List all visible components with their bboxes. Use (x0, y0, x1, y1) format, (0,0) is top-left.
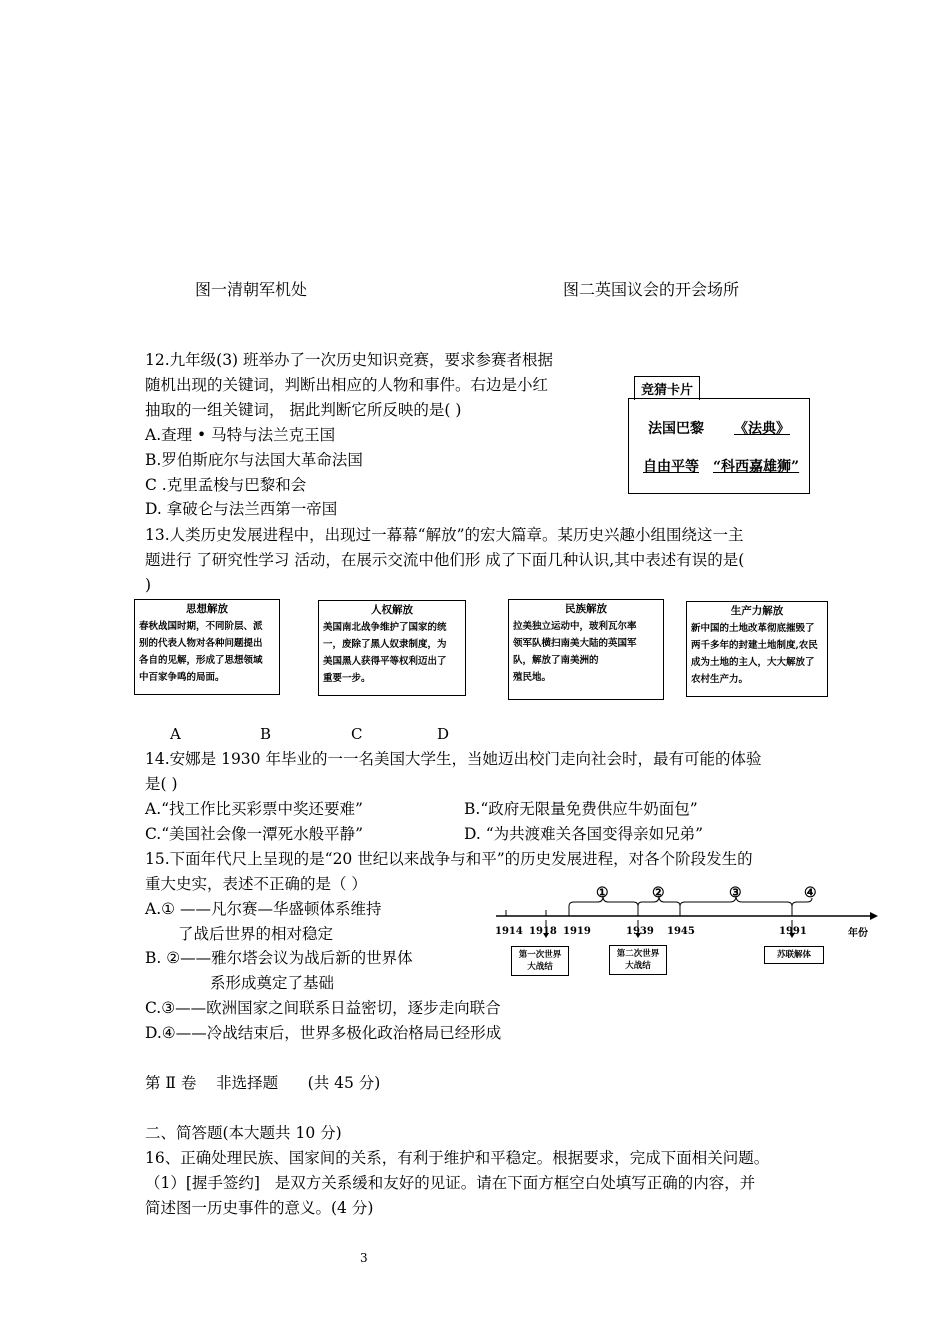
box-title: 生产力解放 (730, 605, 784, 617)
liberation-box-b (318, 600, 466, 696)
q14-option-c: C.“美国社会像一潭死水般平静” (145, 825, 364, 843)
period-label-2: ② (652, 885, 665, 901)
liberation-box-c (508, 599, 664, 700)
q16-line: （1）[握手签约] 是双方关系缓和友好的见证。请在下面方框空白处填写正确的内容，并 (145, 1174, 756, 1192)
q14-line: 14.安娜是 1930 年毕业的一一名美国大学生，当她迈出校门走向社会时，最有可能的体验 (145, 750, 762, 768)
box-line: 成为土地的主人，大大解放了 (691, 657, 815, 668)
card-keyword: “科西嘉雄狮” (713, 459, 800, 475)
box-line: 一，废除了黑人奴隶制度，为 (323, 639, 447, 650)
box-title: 人权解放 (371, 604, 413, 616)
q16-line: 16、正确处理民族、国家间的关系，有利于维护和平稳定。根据要求，完成下面相关问题。 (145, 1149, 770, 1167)
card-keyword: 法国巴黎 (648, 421, 704, 437)
q13-line: 题进行 了研究性学习 活动，在展示交流中他们形 成了下面几种认识,其中表述有误的是( (145, 551, 745, 569)
q12-option-a: A.查理 • 马特与法兰克王国 (145, 426, 336, 444)
year-1939: 1939 (626, 926, 654, 937)
q13-line: ) (145, 576, 152, 594)
box-line: 队，解放了南美洲的 (513, 655, 599, 666)
event-ww2-end: 第二次世界大战结 (609, 945, 667, 975)
year-1919: 1919 (563, 926, 591, 937)
q13-option-c: C (351, 725, 363, 743)
box-title: 思想解放 (186, 603, 228, 615)
period-label-3: ③ (729, 885, 742, 901)
q13-option-b: B (260, 725, 272, 743)
q14-line: 是( ) (145, 775, 178, 793)
box-line: 美国南北战争维护了国家的统 (323, 622, 447, 633)
axis-unit-label: 年份 (848, 928, 868, 939)
liberation-box-d (686, 601, 828, 697)
q15-option-b-cont: 系形成奠定了基础 (210, 974, 335, 992)
part-2-heading: 第 Ⅱ 卷 非选择题 (共 45 分) (145, 1074, 381, 1092)
card-keyword: 《法典》 (734, 421, 790, 437)
q14-option-d: D. “为共渡难关各国变得亲如兄弟” (464, 825, 704, 843)
q12-line: 抽取的一组关键词， 据此判断它所反映的是( ) (145, 401, 462, 419)
q15-option-a: A.① ——凡尔赛—华盛顿体系维持 (145, 900, 382, 918)
figure-2-caption: 图二英国议会的开会场所 (563, 280, 740, 299)
q13-option-d: D (437, 725, 450, 743)
box-line: 中百家争鸣的局面。 (139, 672, 225, 683)
q14-option-b: B.“政府无限量免费供应牛奶面包” (464, 800, 698, 818)
period-label-4: ④ (804, 885, 817, 901)
year-1914: 1914 (495, 926, 523, 937)
card-keyword: 自由平等 (643, 459, 699, 475)
q16-line: 简述图一历史事件的意义。(4 分) (145, 1199, 374, 1217)
q15-option-a-cont: 了战后世界的相对稳定 (178, 925, 334, 943)
q15-option-d: D.④——冷战结束后，世界多极化政治格局已经形成 (145, 1024, 502, 1042)
q12-option-b: B.罗伯斯庇尔与法国大革命法国 (145, 451, 363, 469)
q12-option-d: D. 拿破仑与法兰西第一帝国 (145, 500, 338, 518)
event-ussr-dissolution: 苏联解体 (764, 946, 824, 964)
box-line: 重要一步。 (323, 673, 371, 684)
q15-line: 重大史实，表述不正确的是（ ） (145, 875, 367, 893)
q12-line: 12.九年级(3) 班举办了一次历史知识竞赛，要求参赛者根据 (145, 351, 554, 369)
figure-1-caption: 图一清朝军机处 (195, 280, 308, 299)
page-number: 3 (360, 1251, 368, 1265)
timeline-arrowhead (870, 912, 878, 920)
box-line: 农村生产力。 (691, 674, 749, 685)
event-ww1-end: 第一次世界大战结 (511, 946, 569, 976)
box-line: 各自的见解，形成了思想领域 (139, 655, 263, 666)
year-1991: 1991 (779, 926, 807, 937)
q12-line: 随机出现的关键词，判断出相应的人物和事件。右边是小红 (145, 376, 549, 394)
period-label-1: ① (596, 885, 609, 901)
year-1918: 1918 (529, 926, 557, 937)
q15-option-c: C.③——欧洲国家之间联系日益密切，逐步走向联合 (145, 999, 501, 1017)
section-heading: 二、简答题(本大题共 10 分) (145, 1124, 342, 1142)
q14-option-a: A.“找工作比买彩票中奖还要难” (145, 800, 363, 818)
guess-card-body (628, 398, 810, 494)
q13-line: 13.人类历史发展进程中，出现过一幕幕“解放”的宏大篇章。某历史兴趣小组围绕这一主 (145, 526, 744, 544)
box-line: 殖民地。 (513, 672, 552, 683)
liberation-box-a (134, 599, 280, 695)
box-line: 两千多年的封建土地制度,农民 (691, 640, 818, 651)
year-1945: 1945 (667, 926, 695, 937)
q12-option-c: C .克里孟梭与巴黎和会 (145, 476, 307, 494)
box-title: 民族解放 (565, 603, 607, 615)
q13-option-a: A (170, 725, 181, 743)
box-line: 别的代表人物对各种问题提出 (139, 638, 263, 649)
q15-line: 15.下面年代尺上呈现的是“20 世纪以来战争与和平”的历史发展进程，对各个阶段发生的 (145, 850, 753, 868)
box-line: 领军队横扫南美大陆的英国军 (513, 638, 637, 649)
q15-option-b: B. ②——雅尔塔会议为战后新的世界体 (145, 949, 413, 967)
box-line: 美国黑人获得平等权利迈出了 (323, 656, 447, 667)
box-line: 拉美独立运动中，玻利瓦尔率 (513, 621, 637, 632)
box-line: 新中国的土地改革彻底摧毁了 (691, 623, 815, 634)
guess-card-title: 竞猜卡片 (634, 376, 700, 400)
box-line: 春秋战国时期，不同阶层、派 (139, 621, 263, 632)
